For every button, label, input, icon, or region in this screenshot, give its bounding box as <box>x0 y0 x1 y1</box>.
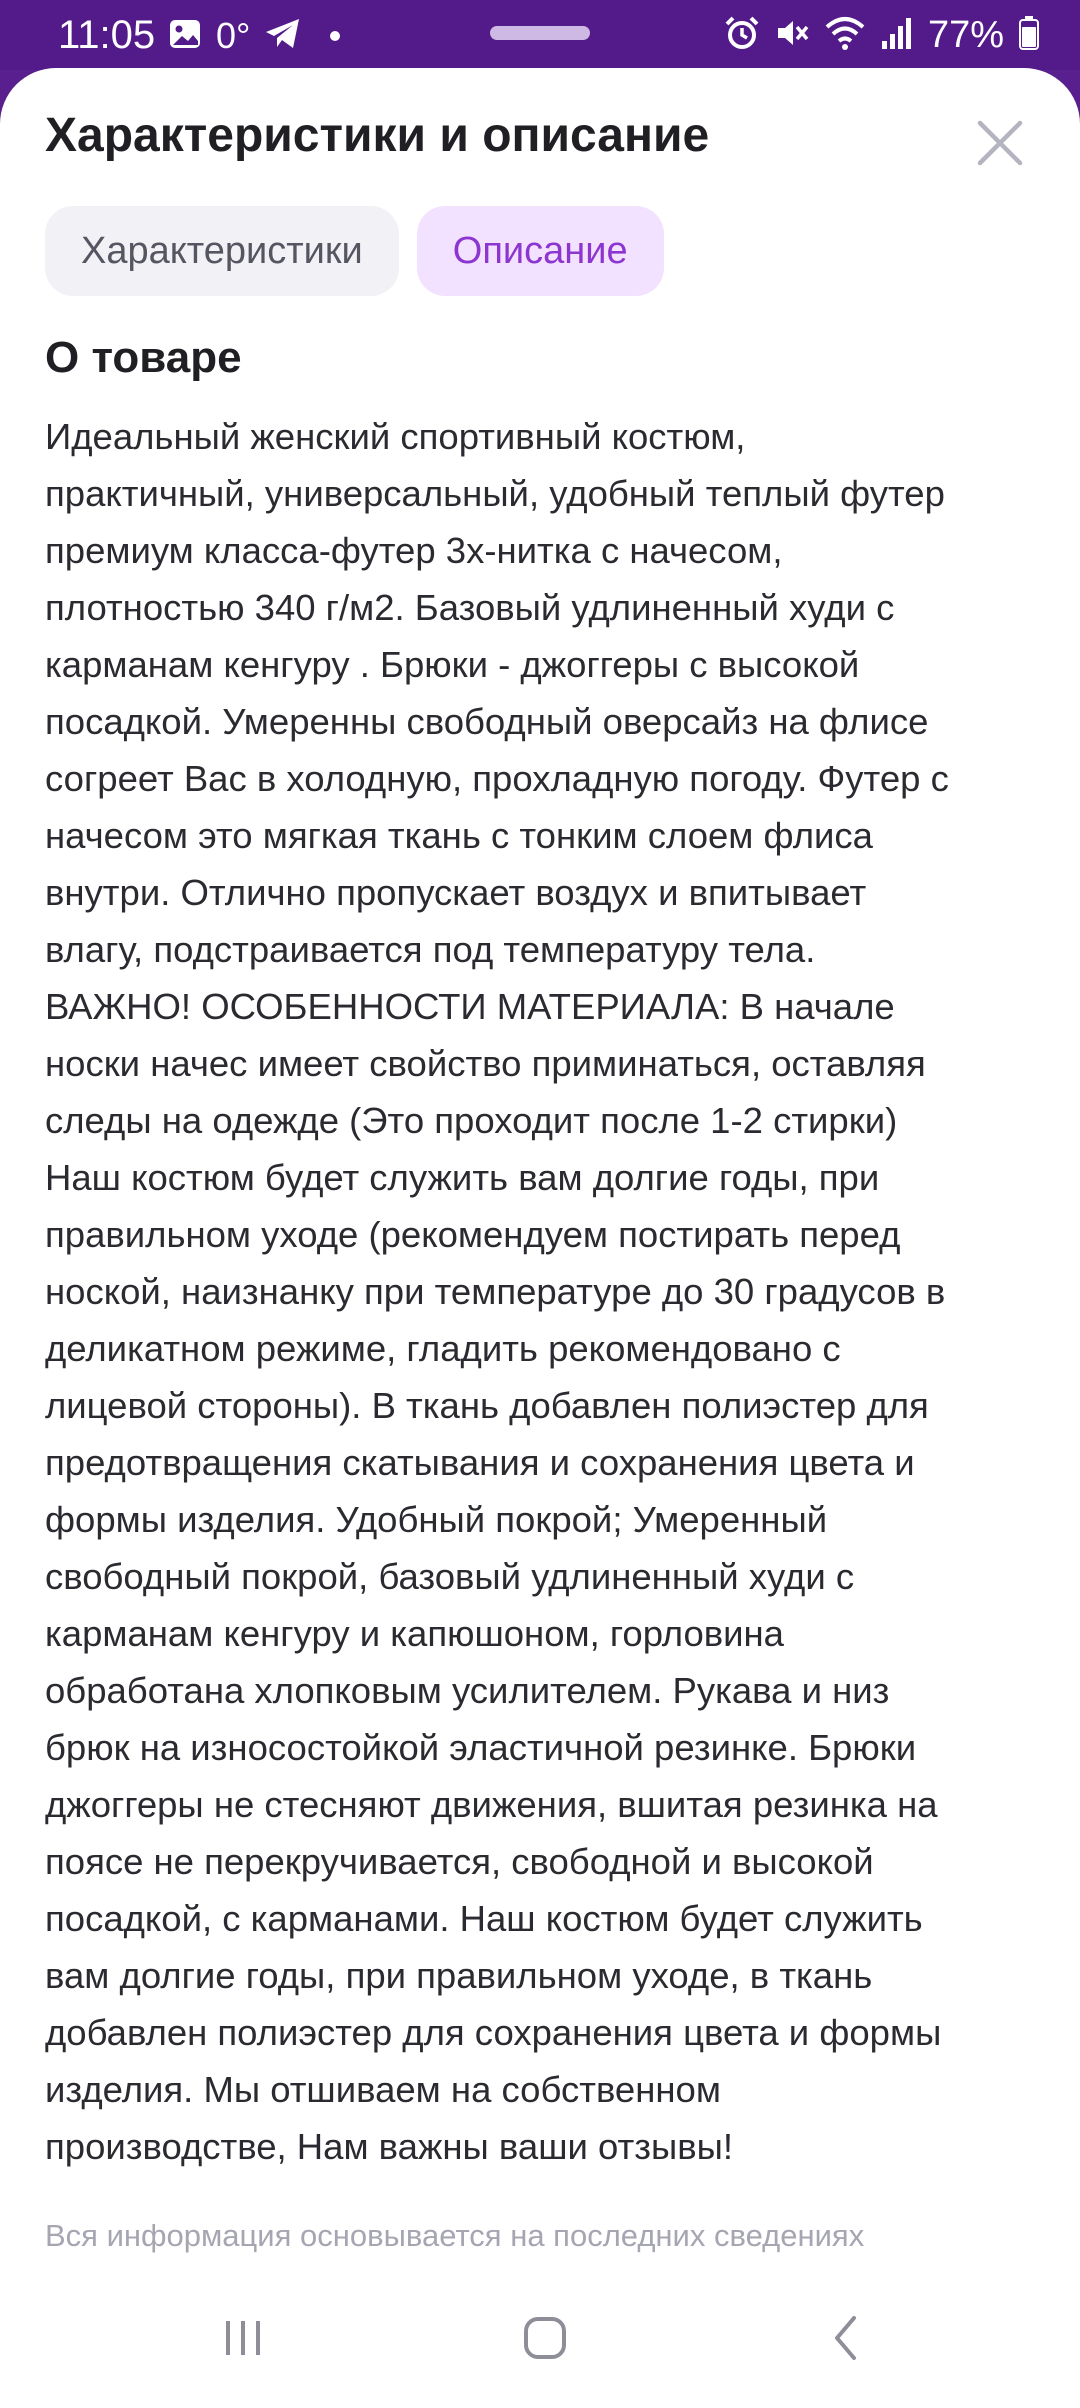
alarm-icon <box>724 15 760 56</box>
sheet-title: Характеристики и описание <box>45 109 710 162</box>
recents-button[interactable] <box>193 2308 293 2368</box>
mute-icon <box>774 15 810 56</box>
home-icon <box>520 2313 570 2363</box>
section-title: О товаре <box>45 333 242 382</box>
footer-note: Вся информация основывается на последних сведениях <box>45 2218 865 2253</box>
product-description: Идеальный женский спортивный костюм, практичный, универсальный, удобный теплый футер премиум класса-футер 3х-нитка с начесом, плотностью 340 г/м2. Базовый удлиненный худи с карманам кенгуру . Брюки - джоггеры с высокой посадкой. Умеренны свободный оверсайз на флисе согреет Вас в холодную, прохладную погоду. Футер с начесом это мягкая ткань с тонким слоем флиса внутри. Отлично пропускает воздух и впитывает влагу, подстраивается под температуру тела. ВАЖНО! ОСОБЕННОСТИ МАТЕРИАЛА: В начале носки начес имеет свойство приминаться, оставляя следы на одежде (Это проходит после 1-2 стирки) Наш костюм будет служить вам долгие годы, при правильном уходе (рекомендуем постирать перед ноской, наизнанку при температуре до 30 градусов в деликатном режиме, гладить рекомендовано с лицевой стороны). В ткань добавлен полиэстер для предотвращения скатывания и сохранения цвета и формы изделия. Удобный покрой; Умеренный свободный покрой, базовый удлиненный худи с карманам кенгуру и капюшоном, горловина обработана хлопковым усилителем. Рукава и низ брюк на износостойкой эластичной резинке. Брюки джоггеры не стесняют движения, вшитая резинка на поясе не перекручивается, свободной и высокой посадкой, с карманами. Наш костюм будет служить вам долгие годы, при правильном уходе, в ткань добавлен полиэстер для сохранения цвета и формы изделия. Мы отшиваем на собственном производстве, Нам важны ваши отзывы! <box>45 416 949 2167</box>
status-temperature: 0° <box>216 15 251 56</box>
tab-characteristics[interactable]: Характеристики <box>45 206 399 296</box>
status-time: 11:05 <box>58 13 156 57</box>
bottom-sheet <box>0 68 1080 2408</box>
signal-icon <box>880 15 914 56</box>
battery-icon <box>1018 15 1040 56</box>
telegram-icon <box>264 17 302 56</box>
wifi-icon <box>824 15 866 56</box>
status-bar <box>0 0 1080 70</box>
gallery-icon <box>168 17 202 56</box>
back-icon <box>822 2313 872 2363</box>
navigation-bar <box>0 2268 1080 2408</box>
drag-handle[interactable] <box>490 26 590 40</box>
status-right-icons <box>724 12 1040 58</box>
tab-description[interactable]: Описание <box>417 206 664 296</box>
notification-dot <box>330 31 340 41</box>
status-left-icons <box>168 14 340 58</box>
close-icon <box>970 113 1030 173</box>
close-button[interactable] <box>970 113 1030 173</box>
tab-bar <box>45 206 664 296</box>
recents-icon <box>218 2313 268 2363</box>
back-button[interactable] <box>797 2308 897 2368</box>
battery-percent: 77% <box>927 14 1004 56</box>
home-button[interactable] <box>495 2308 595 2368</box>
